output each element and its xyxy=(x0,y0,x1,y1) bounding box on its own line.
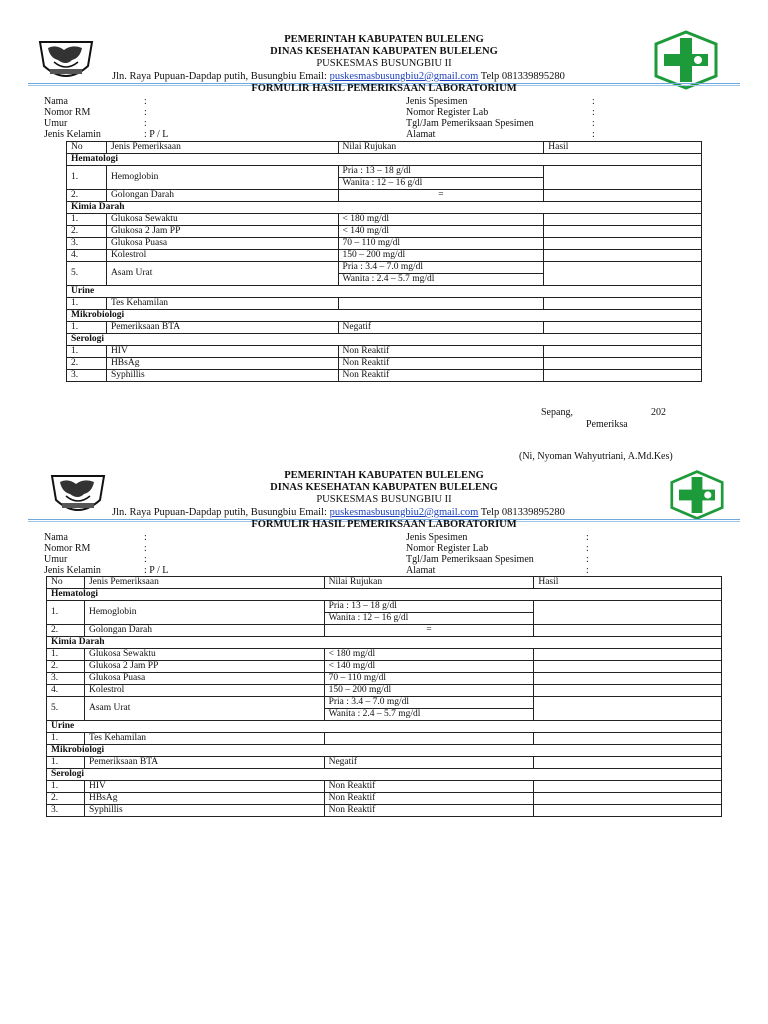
section-row xyxy=(47,589,722,601)
row-test: HBsAg xyxy=(106,358,338,370)
table-row xyxy=(47,793,722,805)
row-reference: Negatif xyxy=(324,757,534,769)
header-puskesmas: PUSKESMAS BUSUNGBIU II xyxy=(316,58,452,69)
row-reference: Pria : 13 – 18 g/dl xyxy=(324,601,534,613)
row-no: 2. xyxy=(47,625,85,637)
colon: : xyxy=(144,543,147,554)
colon: : xyxy=(144,554,147,565)
label-jenis-spesimen: Jenis Spesimen xyxy=(406,96,468,107)
colon: : xyxy=(586,565,589,576)
colon: : xyxy=(144,532,147,543)
label-alamat: Alamat xyxy=(406,129,436,140)
section-row xyxy=(47,721,722,733)
table-row xyxy=(67,238,702,250)
section-kimia-darah: Kimia Darah xyxy=(47,637,722,649)
header-hasil: Hasil xyxy=(534,577,722,589)
header-dinas: DINAS KESEHATAN KABUPATEN BULELENG xyxy=(270,46,498,57)
table-row xyxy=(67,226,702,238)
label-umur: Umur xyxy=(44,118,68,129)
table-header-row xyxy=(47,577,722,589)
row-no: 3. xyxy=(67,370,107,382)
table-header-row xyxy=(67,142,702,154)
colon: : xyxy=(592,129,595,140)
table-row xyxy=(47,673,722,685)
result-cell[interactable] xyxy=(544,166,702,190)
header-hasil: Hasil xyxy=(544,142,702,154)
section-row xyxy=(67,310,702,322)
table-row xyxy=(47,625,722,637)
row-reference: 70 – 110 mg/dl xyxy=(324,673,534,685)
lab-results-table xyxy=(46,576,722,817)
colon: : xyxy=(586,532,589,543)
section-urine: Urine xyxy=(47,721,722,733)
row-no: 3. xyxy=(47,673,85,685)
colon: : xyxy=(592,107,595,118)
colon: : xyxy=(592,96,595,107)
table-row xyxy=(47,649,722,661)
label-jenis-spesimen: Jenis Spesimen xyxy=(406,532,468,543)
signature-name: (Ni, Nyoman Wahyutriani, A.Md.Kes) xyxy=(519,451,673,462)
result-cell[interactable] xyxy=(534,661,722,673)
row-test: Asam Urat xyxy=(84,697,324,721)
row-test: Glukosa Sewaktu xyxy=(84,649,324,661)
row-no: 1. xyxy=(47,733,85,745)
row-reference xyxy=(324,733,534,745)
row-reference: Non Reaktif xyxy=(324,793,534,805)
table-row xyxy=(67,346,702,358)
header-no: No xyxy=(67,142,107,154)
row-no: 1. xyxy=(47,649,85,661)
table-row xyxy=(47,697,722,709)
label-tgl-jam: Tgl/Jam Pemeriksaan Spesimen xyxy=(406,118,534,129)
row-no: 1. xyxy=(67,322,107,334)
table-row xyxy=(67,166,702,178)
row-reference: 70 – 110 mg/dl xyxy=(338,238,544,250)
result-cell[interactable] xyxy=(544,214,702,226)
row-test: Tes Kehamilan xyxy=(84,733,324,745)
section-row xyxy=(67,202,702,214)
colon: : xyxy=(144,118,147,129)
label-alamat: Alamat xyxy=(406,565,436,576)
row-reference: Pria : 13 – 18 g/dl xyxy=(338,166,544,178)
row-reference: Wanita : 2.4 – 5.7 mg/dl xyxy=(338,274,544,286)
section-hematologi: Hematologi xyxy=(47,589,722,601)
section-row xyxy=(47,745,722,757)
table-row xyxy=(67,250,702,262)
row-no: 1. xyxy=(47,601,85,625)
signature-year: 202 xyxy=(651,407,666,418)
table-row xyxy=(47,781,722,793)
result-cell[interactable] xyxy=(534,733,722,745)
row-no: 2. xyxy=(47,793,85,805)
header-jenis: Jenis Pemeriksaan xyxy=(84,577,324,589)
row-test: Glukosa Puasa xyxy=(106,238,338,250)
row-test: HIV xyxy=(84,781,324,793)
row-reference: Non Reaktif xyxy=(338,358,544,370)
table-row xyxy=(67,214,702,226)
section-kimia-darah: Kimia Darah xyxy=(67,202,702,214)
row-test: Glukosa Puasa xyxy=(84,673,324,685)
row-reference: Pria : 3.4 – 7.0 mg/dl xyxy=(324,697,534,709)
row-reference: Negatif xyxy=(338,322,544,334)
result-cell[interactable] xyxy=(534,793,722,805)
colon: : xyxy=(586,554,589,565)
result-cell[interactable] xyxy=(544,346,702,358)
row-reference: = xyxy=(338,190,544,202)
row-reference: 150 – 200 mg/dl xyxy=(324,685,534,697)
row-test: Tes Kehamilan xyxy=(106,298,338,310)
form-title: FORMULIR HASIL PEMERIKSAAN LABORATORIUM xyxy=(251,83,517,94)
result-cell[interactable] xyxy=(544,358,702,370)
row-no: 5. xyxy=(47,697,85,721)
row-test: Kolestrol xyxy=(84,685,324,697)
label-nomor-rm: Nomor RM xyxy=(44,107,91,118)
section-mikrobiologi: Mikrobiologi xyxy=(47,745,722,757)
row-no: 5. xyxy=(67,262,107,286)
header-jenis: Jenis Pemeriksaan xyxy=(106,142,338,154)
table-row xyxy=(67,358,702,370)
gender-value: : P / L xyxy=(144,129,169,140)
section-urine: Urine xyxy=(67,286,702,298)
header-nilai: Nilai Rujukan xyxy=(324,577,534,589)
row-reference: Non Reaktif xyxy=(338,346,544,358)
table-row xyxy=(67,322,702,334)
section-row xyxy=(47,637,722,649)
result-cell[interactable] xyxy=(544,298,702,310)
table-row xyxy=(47,757,722,769)
row-reference: Non Reaktif xyxy=(324,781,534,793)
row-test: Syphillis xyxy=(84,805,324,817)
colon: : xyxy=(592,118,595,129)
row-test: Glukosa 2 Jam PP xyxy=(106,226,338,238)
form-title: FORMULIR HASIL PEMERIKSAAN LABORATORIUM xyxy=(251,519,517,530)
signature-role: Pemeriksa xyxy=(586,419,628,430)
label-jenis-kelamin: Jenis Kelamin xyxy=(44,129,101,140)
label-nomor-rm: Nomor RM xyxy=(44,543,91,554)
header-puskesmas: PUSKESMAS BUSUNGBIU II xyxy=(316,494,452,505)
row-test: Kolestrol xyxy=(106,250,338,262)
email-link[interactable]: puskesmasbusungbiu2@gmail.com xyxy=(329,71,479,82)
result-cell[interactable] xyxy=(544,250,702,262)
row-reference: < 140 mg/dl xyxy=(324,661,534,673)
table-row xyxy=(67,262,702,274)
row-no: 1. xyxy=(67,346,107,358)
label-nama: Nama xyxy=(44,96,68,107)
row-no: 3. xyxy=(47,805,85,817)
row-reference: Wanita : 12 – 16 g/dl xyxy=(338,178,544,190)
row-no: 2. xyxy=(67,190,107,202)
row-reference: 150 – 200 mg/dl xyxy=(338,250,544,262)
email-link[interactable]: puskesmasbusungbiu2@gmail.com xyxy=(329,507,479,518)
row-no: 2. xyxy=(67,226,107,238)
result-cell[interactable] xyxy=(534,685,722,697)
label-tgl-jam: Tgl/Jam Pemeriksaan Spesimen xyxy=(406,554,534,565)
header-government: PEMERINTAH KABUPATEN BULELENG xyxy=(284,34,484,45)
row-reference: < 180 mg/dl xyxy=(338,214,544,226)
row-no: 1. xyxy=(67,298,107,310)
row-test: Hemoglobin xyxy=(84,601,324,625)
result-cell[interactable] xyxy=(534,601,722,625)
signature-place: Sepang, xyxy=(541,407,573,418)
table-row xyxy=(47,601,722,613)
section-row xyxy=(67,334,702,346)
row-reference: Non Reaktif xyxy=(338,370,544,382)
row-test: Glukosa 2 Jam PP xyxy=(84,661,324,673)
section-row xyxy=(47,769,722,781)
row-no: 1. xyxy=(67,166,107,190)
result-cell[interactable] xyxy=(544,322,702,334)
table-row xyxy=(67,370,702,382)
result-cell[interactable] xyxy=(534,697,722,721)
header-nilai: Nilai Rujukan xyxy=(338,142,544,154)
row-no: 2. xyxy=(67,358,107,370)
row-reference: < 180 mg/dl xyxy=(324,649,534,661)
result-cell[interactable] xyxy=(544,226,702,238)
table-row xyxy=(47,733,722,745)
section-serologi: Serologi xyxy=(47,769,722,781)
gender-value: : P / L xyxy=(144,565,169,576)
label-umur: Umur xyxy=(44,554,68,565)
table-row xyxy=(47,661,722,673)
result-cell[interactable] xyxy=(534,649,722,661)
row-reference: Pria : 3.4 – 7.0 mg/dl xyxy=(338,262,544,274)
lab-results-table xyxy=(66,141,702,382)
header-address: Jln. Raya Pupuan-Dapdap putih, Busungbiu Email: puskesmasbusungbiu2@gmail.com Telp 081339895280 xyxy=(112,71,565,82)
header-dinas: DINAS KESEHATAN KABUPATEN BULELENG xyxy=(270,482,498,493)
result-cell[interactable] xyxy=(544,370,702,382)
row-test: Syphillis xyxy=(106,370,338,382)
label-jenis-kelamin: Jenis Kelamin xyxy=(44,565,101,576)
section-mikrobiologi: Mikrobiologi xyxy=(67,310,702,322)
row-no: 1. xyxy=(67,214,107,226)
header-no: No xyxy=(47,577,85,589)
row-test: Golongan Darah xyxy=(84,625,324,637)
row-reference: Non Reaktif xyxy=(324,805,534,817)
row-no: 1. xyxy=(47,757,85,769)
section-serologi: Serologi xyxy=(67,334,702,346)
label-nomor-register: Nomor Register Lab xyxy=(406,543,489,554)
result-cell[interactable] xyxy=(534,757,722,769)
table-row xyxy=(47,805,722,817)
row-reference xyxy=(338,298,544,310)
result-cell[interactable] xyxy=(534,673,722,685)
row-test: Pemeriksaan BTA xyxy=(84,757,324,769)
label-nama: Nama xyxy=(44,532,68,543)
row-test: Pemeriksaan BTA xyxy=(106,322,338,334)
colon: : xyxy=(144,96,147,107)
result-cell[interactable] xyxy=(544,262,702,286)
row-reference: Wanita : 2.4 – 5.7 mg/dl xyxy=(324,709,534,721)
colon: : xyxy=(144,107,147,118)
row-no: 2. xyxy=(47,661,85,673)
row-no: 4. xyxy=(67,250,107,262)
table-row xyxy=(67,190,702,202)
section-hematologi: Hematologi xyxy=(67,154,702,166)
table-row xyxy=(67,298,702,310)
label-nomor-register: Nomor Register Lab xyxy=(406,107,489,118)
row-no: 1. xyxy=(47,781,85,793)
section-row xyxy=(67,154,702,166)
row-test: Golongan Darah xyxy=(106,190,338,202)
row-test: HBsAg xyxy=(84,793,324,805)
row-test: HIV xyxy=(106,346,338,358)
row-test: Glukosa Sewaktu xyxy=(106,214,338,226)
result-cell[interactable] xyxy=(534,625,722,637)
row-no: 4. xyxy=(47,685,85,697)
row-no: 3. xyxy=(67,238,107,250)
row-reference: < 140 mg/dl xyxy=(338,226,544,238)
colon: : xyxy=(586,543,589,554)
row-test: Hemoglobin xyxy=(106,166,338,190)
row-reference: = xyxy=(324,625,534,637)
header-government: PEMERINTAH KABUPATEN BULELENG xyxy=(284,470,484,481)
header-address: Jln. Raya Pupuan-Dapdap putih, Busungbiu Email: puskesmasbusungbiu2@gmail.com Telp 081339895280 xyxy=(112,507,565,518)
result-cell[interactable] xyxy=(534,781,722,793)
row-test: Asam Urat xyxy=(106,262,338,286)
result-cell[interactable] xyxy=(544,190,702,202)
section-row xyxy=(67,286,702,298)
table-row xyxy=(47,685,722,697)
row-reference: Wanita : 12 – 16 g/dl xyxy=(324,613,534,625)
result-cell[interactable] xyxy=(544,238,702,250)
result-cell[interactable] xyxy=(534,805,722,817)
